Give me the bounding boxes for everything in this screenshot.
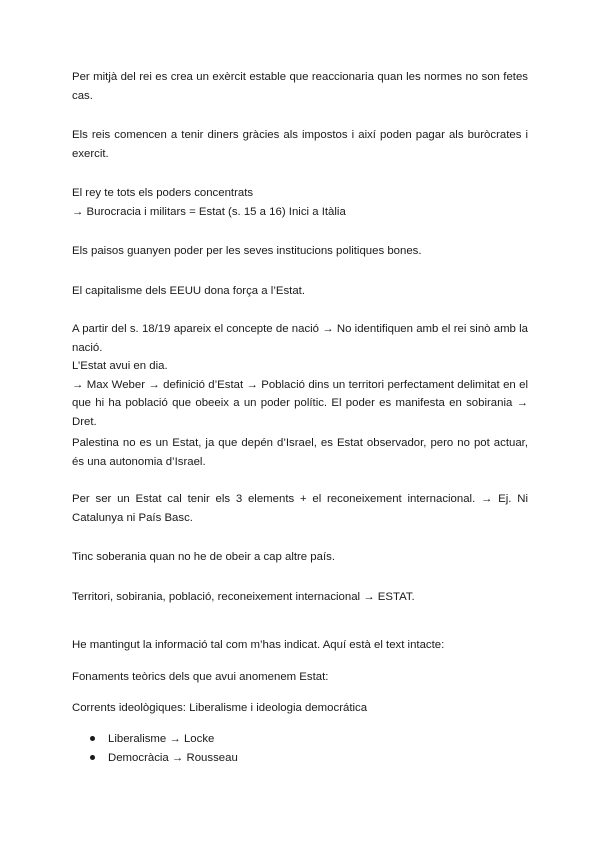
bullet-icon bbox=[90, 755, 95, 760]
paragraph-foundations: Fonaments teòrics dels que avui anomenem Estat: bbox=[72, 671, 329, 683]
paragraph-ideologies: Corrents ideològiques: Liberalisme i ideologia democrática bbox=[72, 702, 368, 714]
paragraph-powers-line-2: → Burocracia i militars = Estat (s. 15 a 16) Inici a Itàlia bbox=[72, 205, 346, 218]
paragraph-state-definition: Territori, sobirania, població, reconeixement internacional → ESTAT. bbox=[72, 591, 415, 603]
list-item bbox=[72, 730, 528, 749]
paragraph-nation bbox=[72, 320, 528, 431]
paragraph-taxes: Els reis comencen a tenir diners gràcies als impostos i així poden pagar als buròcrates i exercit. bbox=[72, 129, 528, 160]
paragraph-powers bbox=[72, 184, 528, 221]
paragraph-powers-line-1: El rey te tots els poders concentrats bbox=[72, 187, 254, 199]
paragraph-nation-line-1: A partir del s. 18/19 apareix el concepte de nació → No identifiquen amb el rei sinò amb la nació. bbox=[72, 323, 528, 354]
list-item bbox=[72, 749, 528, 768]
paragraph-institutions: Els paisos guanyen poder per les seves institucions politiques bones. bbox=[72, 245, 422, 257]
paragraph-state-elements: Per ser un Estat cal tenir els 3 elements + el reconeixement internacional. → Ej. Ni Catalunya ni País Basc. bbox=[72, 493, 528, 524]
paragraph-capitalism: El capitalisme dels EEUU dona força a l’Estat. bbox=[72, 285, 305, 297]
ideology-list bbox=[72, 730, 528, 767]
paragraph-royal-army: Per mitjà del rei es crea un exèrcit estable que reaccionaria quan les normes no son fetes cas. bbox=[72, 71, 528, 102]
paragraph-sovereignty: Tinc soberania quan no he de obeir a cap altre país. bbox=[72, 551, 336, 563]
list-item-text: Democràcia → Rousseau bbox=[108, 751, 238, 764]
paragraph-nation-line-2: L’Estat avui en dia. bbox=[72, 360, 168, 372]
bullet-icon bbox=[90, 736, 95, 741]
paragraph-nation-line-3: → Max Weber → definició d’Estat → Població dins un territori perfectament delimitat en el que hi ha població que obeeix a un poder polític. El poder es manifesta en sobirania → Dret. bbox=[72, 378, 528, 428]
paragraph-note: He mantingut la informació tal com m’has indicat. Aquí està el text intacte: bbox=[72, 639, 445, 651]
paragraph-palestine: Palestina no es un Estat, ja que depén d’Israel, es Estat observador, pero no pot actuar, és una autonomia d’Israel. bbox=[72, 437, 528, 468]
list-item-text: Liberalisme → Locke bbox=[108, 733, 215, 745]
